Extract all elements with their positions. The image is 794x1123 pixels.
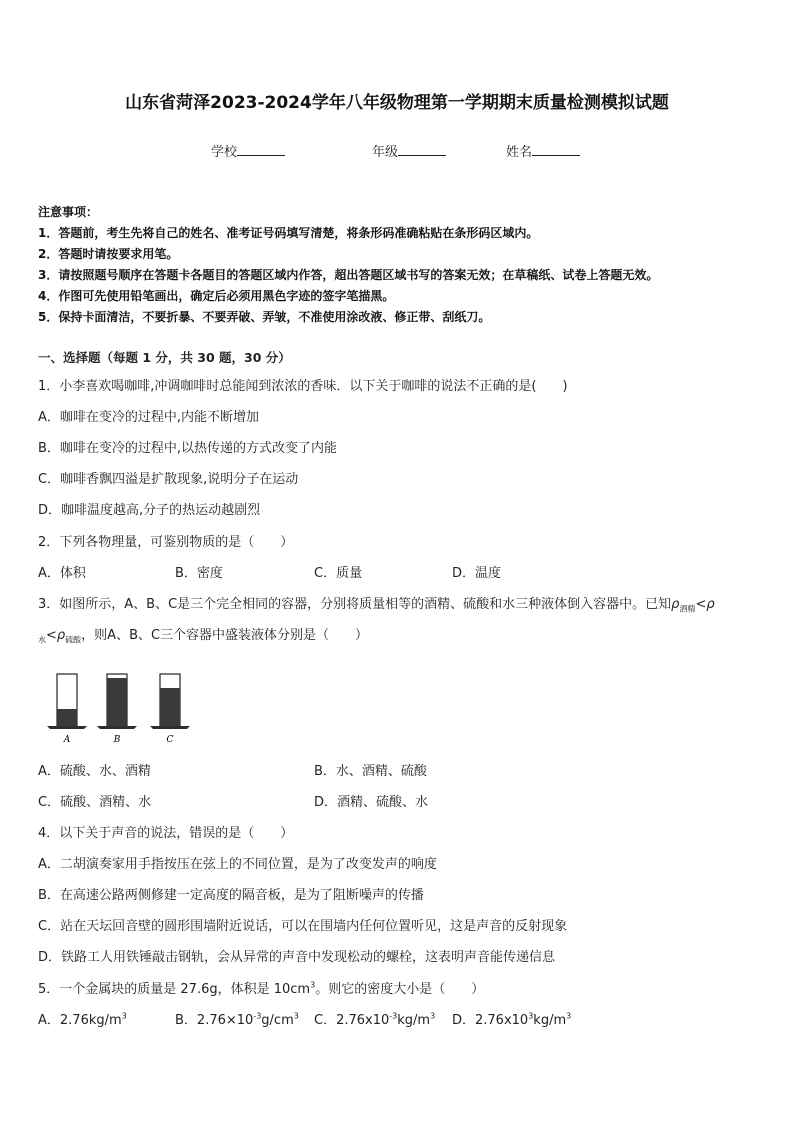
section-heading: 一、选择题（每题 1 分，共 30 题，30 分） <box>38 350 291 365</box>
q5-option-a[interactable] <box>38 1009 127 1028</box>
school-field[interactable] <box>211 141 285 160</box>
q4-stem: 4．以下关于声音的说法，错误的是（ ） <box>38 826 294 841</box>
grade-blank[interactable] <box>398 143 446 156</box>
label-b: B <box>113 735 121 745</box>
name-blank[interactable] <box>532 143 580 156</box>
name-label: 姓名 <box>506 145 533 160</box>
rho-symbol: ρ <box>56 628 66 643</box>
notice-item-5: 5．保持卡面清洁，不要折暴、不要弄破、弄皱，不准使用涂改液、修正带、刮纸刀。 <box>38 310 491 324</box>
alcohol-subscript: 酒精 <box>679 604 696 614</box>
grade-field[interactable] <box>372 141 446 160</box>
q4-option-c[interactable]: C．站在天坛回音壁的圆形围墙附近说话，可以在围墙内任何位置听见，这是声音的反射现象 <box>38 919 568 934</box>
q5-b-unit: g/cm <box>261 1013 294 1028</box>
q5-stem-text: 5．一个金属块的质量是 27.6g，体积是 10cm <box>38 982 311 997</box>
q2-option-b[interactable]: B．密度 <box>175 566 223 581</box>
q1-option-d[interactable]: D．咖啡温度越高,分子的热运动越剧烈 <box>38 503 261 518</box>
water-subscript: 水 <box>38 635 46 645</box>
q5-c-unit: kg/m <box>397 1013 431 1028</box>
container-c <box>150 674 190 729</box>
q1-option-a[interactable]: A．咖啡在变冷的过程中,内能不断增加 <box>38 410 260 425</box>
name-field[interactable] <box>506 141 580 160</box>
q3-option-c[interactable]: C．硫酸、酒精、水 <box>38 795 152 810</box>
q5-d-exponent: 3 <box>528 1011 534 1021</box>
acid-subscript: 硫酸 <box>65 635 82 645</box>
q3-option-a[interactable]: A．硫酸、水、酒精 <box>38 764 151 779</box>
q2-option-a[interactable]: A．体积 <box>38 566 86 581</box>
page-title: 山东省菏泽2023-2024学年八年级物理第一学期期末质量检测模拟试题 <box>125 93 669 113</box>
q5-stem-tail: 。则它的密度大小是（ ） <box>315 982 485 997</box>
q5-option-c[interactable] <box>314 1009 435 1028</box>
q5-stem <box>38 978 484 997</box>
grade-label: 年级 <box>372 145 399 160</box>
q5-b-exponent: -3 <box>253 1011 262 1021</box>
notice-item-1: 1．答题前，考生先将自己的姓名、准考证号码填写清楚，将条形码准确粘贴在条形码区域内。 <box>38 226 539 240</box>
q5-d-unit: kg/m <box>533 1013 567 1028</box>
q3-stem-line2 <box>38 624 368 646</box>
container-a <box>47 674 87 729</box>
q5-d-unit-exponent: 3 <box>566 1011 572 1021</box>
school-blank[interactable] <box>237 143 285 156</box>
rho-symbol: ρ <box>706 597 715 612</box>
school-label: 学校 <box>211 145 238 160</box>
q5-c-unit-exponent: 3 <box>430 1011 436 1021</box>
q2-option-c[interactable]: C．质量 <box>314 566 363 581</box>
q5-a-text: A．2.76kg/m <box>38 1013 122 1028</box>
q4-option-d[interactable]: D．铁路工人用铁锤敲击钢轨，会从异常的声音中发现松动的螺栓，这表明声音能传递信息 <box>38 950 556 965</box>
notice-item-2: 2．答题时请按要求用笔。 <box>38 247 179 261</box>
q1-option-b[interactable]: B．咖啡在变冷的过程中,以热传递的方式改变了内能 <box>38 441 338 456</box>
q5-a-exponent: 3 <box>121 1011 127 1021</box>
less-than-2: < <box>46 628 57 643</box>
q3-option-b[interactable]: B．水、酒精、硫酸 <box>314 764 427 779</box>
less-than-1: < <box>695 597 707 612</box>
label-a: A <box>63 735 71 745</box>
notice-heading: 注意事项： <box>38 205 99 219</box>
q3-stem-tail: ，则A、B、C三个容器中盛装液体分别是（ ） <box>81 628 369 643</box>
q5-option-b[interactable] <box>175 1009 299 1028</box>
container-b <box>97 674 137 729</box>
q3-containers-figure <box>40 664 200 746</box>
q5-stem-exponent: 3 <box>310 980 316 990</box>
q3-stem-text: 3．如图所示，A、B、C是三个完全相同的容器，分别将质量相等的酒精、硫酸和水三种液体倒入容器中。已知 <box>38 597 672 612</box>
q3-stem-line1 <box>38 593 715 615</box>
rho-symbol: ρ <box>671 597 680 612</box>
q4-option-b[interactable]: B．在高速公路两侧修建一定高度的隔音板，是为了阻断噪声的传播 <box>38 888 424 903</box>
q5-b-text: B．2.76×10 <box>175 1013 254 1028</box>
notice-item-4: 4．作图可先使用铅笔画出，确定后必须用黑色字迹的签字笔描黑。 <box>38 289 395 303</box>
label-c: C <box>166 735 174 745</box>
q5-d-text: D．2.76x10 <box>452 1013 529 1028</box>
q5-c-exponent: -3 <box>389 1011 398 1021</box>
q1-stem: 1．小李喜欢喝咖啡,冲调咖啡时总能闻到浓浓的香味．以下关于咖啡的说法不正确的是( ) <box>38 379 568 394</box>
q5-b-unit-exponent: 3 <box>293 1011 299 1021</box>
q2-option-d[interactable]: D．温度 <box>452 566 502 581</box>
q4-option-a[interactable]: A．二胡演奏家用手指按压在弦上的不同位置，是为了改变发声的响度 <box>38 857 437 872</box>
q1-option-c[interactable]: C．咖啡香飘四溢是扩散现象,说明分子在运动 <box>38 472 299 487</box>
q2-stem: 2．下列各物理量，可鉴别物质的是（ ） <box>38 535 294 550</box>
q5-option-d[interactable] <box>452 1009 571 1028</box>
notice-item-3: 3．请按照题号顺序在答题卡各题目的答题区域内作答，超出答题区域书写的答案无效；在草稿纸、试卷上答题无效。 <box>38 268 659 282</box>
q3-option-d[interactable]: D．酒精、硫酸、水 <box>314 795 429 810</box>
q5-c-text: C．2.76x10 <box>314 1013 390 1028</box>
